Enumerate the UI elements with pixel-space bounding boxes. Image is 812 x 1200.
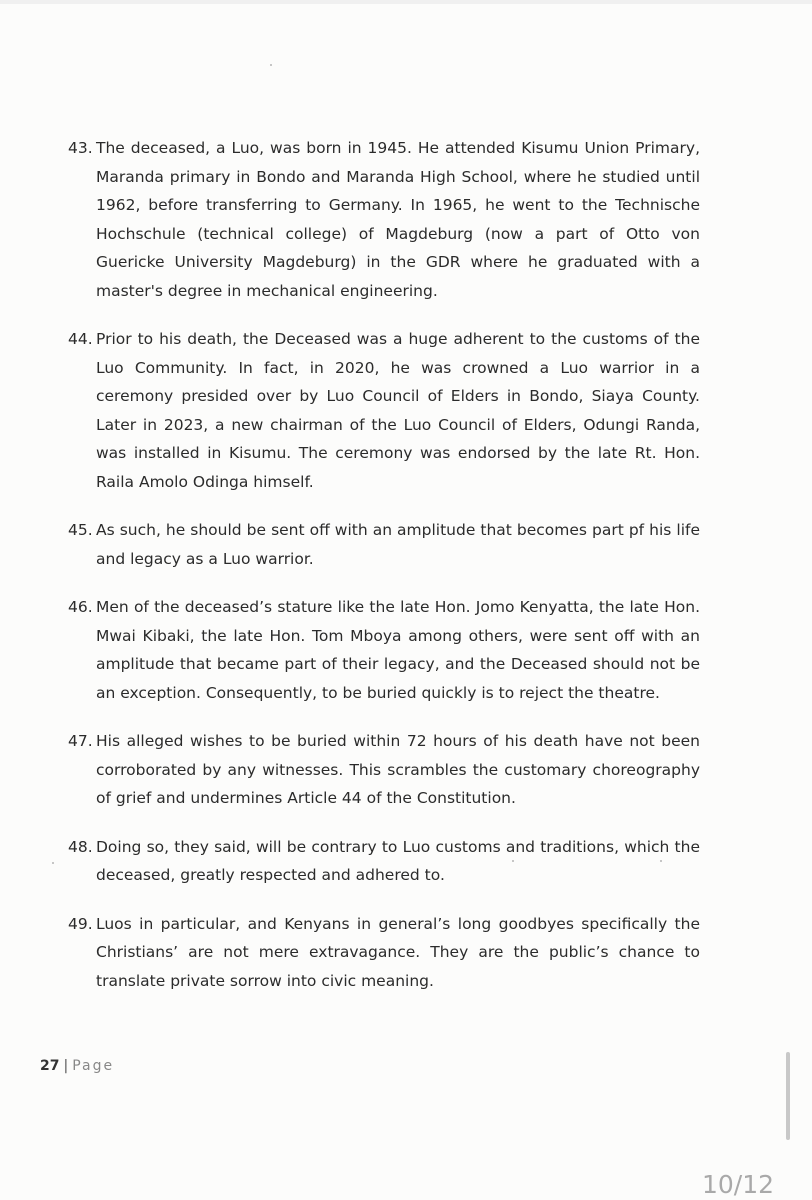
paragraph-text: Men of the deceased’s stature like the late Hon. Jomo Kenyatta, the late Hon. Mwai Kibaki, the late Hon. Tom Mboya among others, were sent off with an amplitude that became part of their legacy, and the Deceased should not be an exception. Consequently, to be buried quickly is to reject the theatre. [96,598,700,702]
paragraph-text: Prior to his death, the Deceased was a huge adherent to the customs of the Luo Community. In fact, in 2020, he was crowned a Luo warrior in a ceremony presided over by Luo Council of Elders in Bondo, Siaya County. Later in 2023, a new chairman of the Luo Council of Elders, Odungi Randa, was installed in Kisumu. The ceremony was endorsed by the late Rt. Hon. Raila Amolo Odinga himself. [96,330,700,491]
paragraph-text: Luos in particular, and Kenyans in general’s long goodbyes specifically the Christians’ are not mere extravagance. They are the public’s chance to translate private sorrow into civic meaning. [96,914,700,990]
paragraph-48 [68,833,700,890]
paragraph-text: The deceased, a Luo, was born in 1945. He attended Kisumu Union Primary, Maranda primary in Bondo and Maranda High School, where he studied until 1962, before transferring to Germany. In 1965, he went to the Technische Hochschule (technical college) of Magdeburg (now a part of Otto von Guericke University Magdeburg) in the GDR where he graduated with a master's degree in mechanical engineering. [96,139,700,300]
paragraph-49 [68,910,700,996]
paragraph-43 [68,134,700,305]
page-indicator: 10/12 [701,1170,774,1199]
paragraph-44 [68,325,700,496]
paragraph-number: 44. [68,330,93,348]
paragraph-number: 48. [68,837,93,856]
scan-speck [52,862,54,864]
paragraph-number: 47. [68,732,93,750]
paragraph-number: 49. [68,914,93,933]
footer-page-word: Page [72,1058,115,1074]
paragraph-47 [68,727,700,813]
paragraph-text: As such, he should be sent off with an amplitude that becomes part pf his life and legacy as a Luo warrior. [96,521,700,568]
scan-speck [270,64,272,66]
paragraph-list [68,134,700,1015]
paragraph-46 [68,593,700,707]
paragraph-45 [68,516,700,573]
paragraph-number: 45. [68,521,93,539]
page-footer [40,1058,114,1074]
paragraph-number: 46. [68,598,93,616]
paragraph-text: His alleged wishes to be buried within 72 hours of his death have not been corroborated by any witnesses. This scrambles the customary choreography of grief and undermines Article 44 of the Constitution. [96,732,700,807]
scrollbar-thumb[interactable] [786,1052,790,1140]
paragraph-text: Doing so, they said, will be contrary to Luo customs and traditions, which the deceased, greatly respected and adhered to. [96,837,700,884]
paragraph-number: 43. [68,139,93,157]
footer-separator: | [63,1058,69,1074]
footer-page-number: 27 [40,1058,60,1074]
